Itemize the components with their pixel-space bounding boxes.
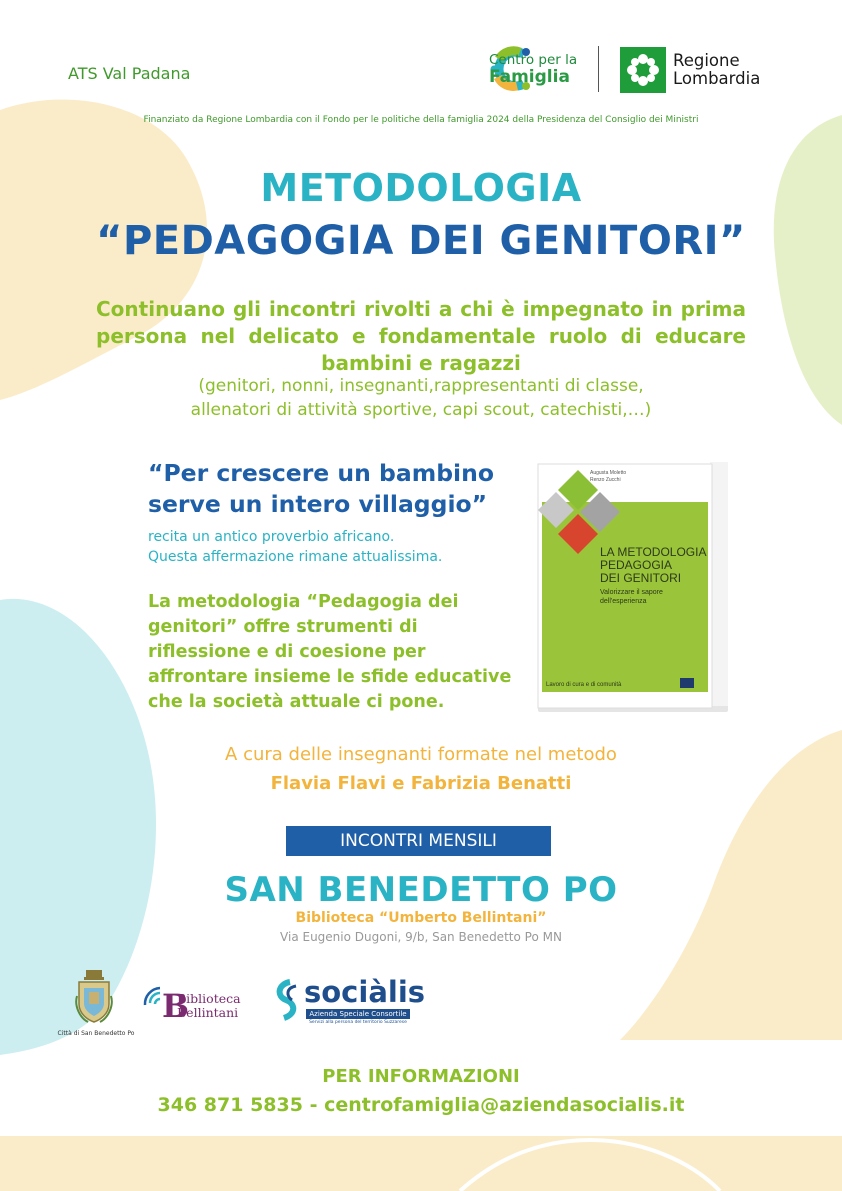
method-description (148, 590, 511, 715)
proverb-line2: Questa affermazione rimane attualissima. (148, 549, 443, 565)
book-cover-image (530, 460, 732, 714)
intro-paren-line2: allenatori di attività sportive, capi scout, catechisti,…) (190, 400, 652, 420)
centro-line1: Centro per la (489, 52, 578, 68)
method-line1: La metodologia “Pedagogia dei (148, 592, 459, 612)
method-line5: che la società attuale ci pone. (148, 692, 445, 712)
curated-by: A cura delle insegnanti formate nel metodo (225, 744, 617, 765)
regione-line1: Regione (673, 51, 740, 70)
proverb-note (148, 527, 442, 567)
biblioteca-line1: Biblioteca (177, 991, 241, 1006)
centro-line2: Famiglia (489, 67, 570, 87)
proverb-line1: recita un antico proverbio africano. (148, 529, 395, 545)
intro-text: Continuano gli incontri rivolti a chi è impegnato in prima persona nel delicato e fondamentale ruolo di educare bambini e ragazzi (96, 297, 746, 375)
method-line3: riflessione e di coesione per (148, 642, 426, 662)
title-line1: METODOLOGIA (260, 166, 582, 210)
regione-line2: Lombardia (673, 69, 761, 88)
book-subtitle2: dell'esperienza (600, 598, 647, 605)
method-line4: affrontare insieme le sfide educative (148, 667, 512, 687)
info-contact: 346 871 5835 - centrofamiglia@aziendasocialis.it (157, 1094, 685, 1116)
monthly-meetings-badge: INCONTRI MENSILI (286, 826, 551, 856)
book-authors1: Augusta Moletto (590, 470, 627, 476)
svg-text:B: B (162, 987, 190, 1023)
regione-lombardia-text (673, 52, 760, 88)
curators-names: Flavia Flavi e Fabrizia Benatti (270, 773, 572, 794)
intro-participants (0, 374, 842, 422)
library-name: Biblioteca “Umberto Bellintani” (295, 910, 547, 926)
regione-lombardia-rose-icon (620, 47, 666, 93)
blob-yellow-bottom (0, 1136, 842, 1191)
header-divider (598, 46, 599, 92)
biblioteca-line2: Bellintani (177, 1005, 239, 1020)
library-address: Via Eugenio Dugoni, 9/b, San Benedetto Po MN (280, 930, 562, 944)
socialis-logo-text: sociàlis (304, 975, 426, 1009)
book-authors2: Renzo Zucchi (590, 477, 621, 483)
method-line2: genitori” offre strumenti di (148, 617, 418, 637)
quote-line2: serve un intero villaggio” (148, 490, 488, 518)
town-name: SAN BENEDETTO PO (224, 870, 618, 910)
proverb-quote (148, 458, 494, 520)
ats-val-padana-logo: ATS Val Padana (68, 64, 191, 83)
socialis-subtitle: Servizi alla persona del territorio Suzzarese (309, 1020, 407, 1025)
centro-famiglia-text (489, 52, 577, 86)
book-series: Lavoro di cura e di comunità (546, 682, 622, 688)
biblioteca-logo-text (177, 992, 241, 1020)
socialis-band: Azienda Speciale Consortile (306, 1009, 410, 1019)
town-crest-label: Città di San Benedetto Po (57, 1030, 135, 1037)
town-crest-icon (74, 968, 114, 1024)
quote-line1: “Per crescere un bambino (148, 459, 494, 487)
book-title3: DEI GENITORI (600, 571, 682, 585)
info-heading: PER INFORMAZIONI (322, 1066, 520, 1087)
intro-paren-line1: (genitori, nonni, insegnanti,rappresentanti di classe, (198, 376, 644, 396)
book-title1: LA METODOLOGIA (600, 545, 707, 559)
title-line2: “PEDAGOGIA DEI GENITORI” (96, 218, 746, 264)
book-title2: PEDAGOGIA (600, 558, 673, 572)
book-subtitle1: Valorizzare il sapore (600, 589, 663, 596)
funding-note: Finanziato da Regione Lombardia con il Fondo per le politiche della famiglia 2024 della Presidenza del Consiglio dei Ministri (143, 115, 699, 125)
